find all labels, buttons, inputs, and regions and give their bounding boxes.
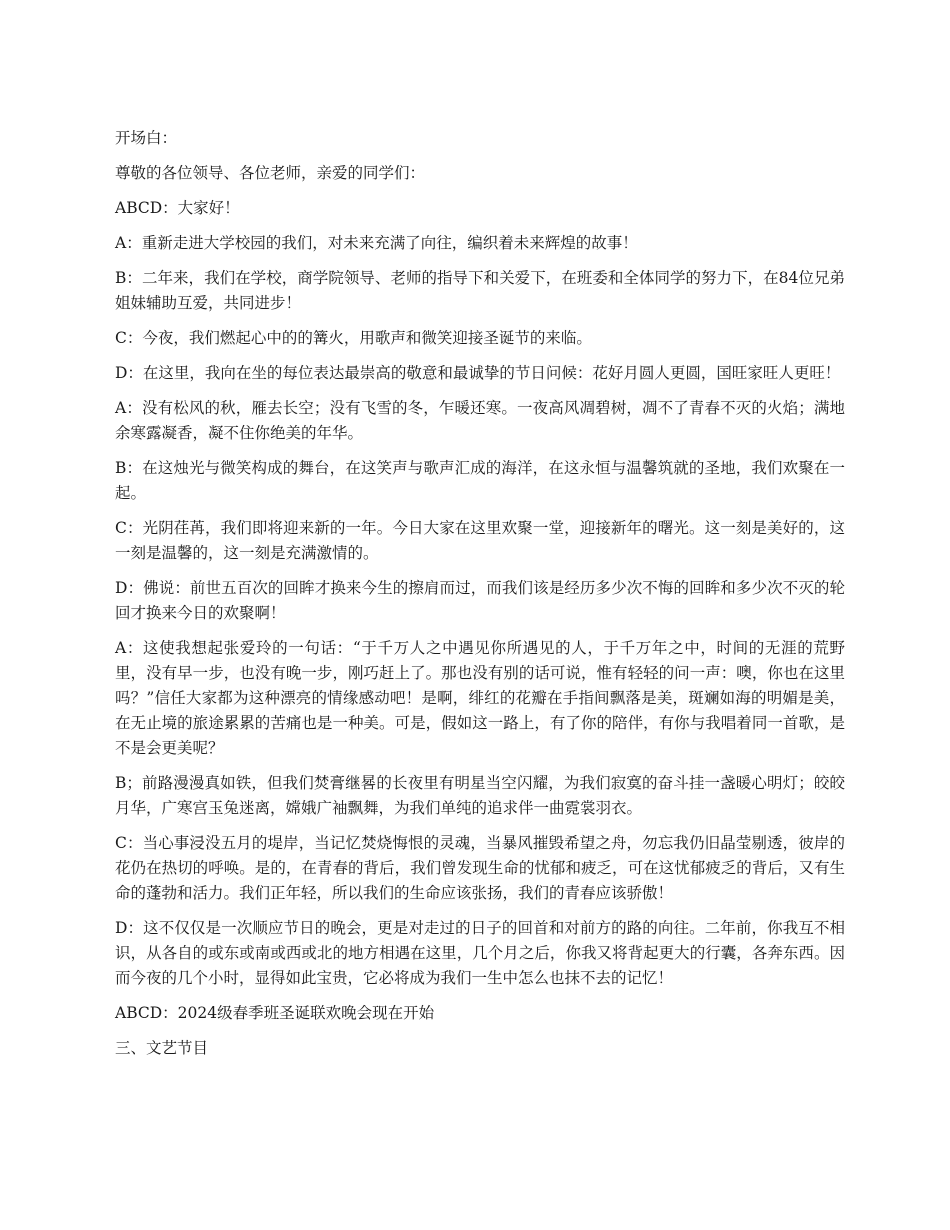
section-heading: 三、文艺节目 — [115, 1039, 209, 1057]
paragraph-opening-heading: 开场白： — [115, 129, 178, 147]
paragraph-b-2: B：在这烛光与微笑构成的舞台，在这笑声与歌声汇成的海洋，在这永恒与温馨筑就的圣地，我们欢聚在一起。 — [115, 459, 845, 502]
paragraph-c-3: C：当心事浸没五月的堤岸，当记忆焚烧悔恨的灵魂，当暴风摧毁希望之舟，勿忘我仍旧晶莹剔透，彼岸的花仍在热切的呼唤。是的，在青春的背后，我们曾发现生命的忧郁和疲乏，可在这忧郁疲乏的背后，又有生命的蓬勃和活力。我们正年轻，所以我们的生命应该张扬，我们的青春应该骄傲！ — [115, 834, 845, 902]
paragraph-c-2: C：光阴荏苒，我们即将迎来新的一年。今日大家在这里欢聚一堂，迎接新年的曙光。这一刻是美好的，这一刻是温馨的，这一刻是充满激情的。 — [115, 519, 845, 562]
paragraph-b-3: B；前路漫漫真如铁，但我们焚膏继晷的长夜里有明星当空闪耀，为我们寂寞的奋斗挂一盏暖心明灯；皎皎月华，广寒宫玉兔迷离，嫦娥广袖飘舞，为我们单纯的追求伴一曲霓裳羽衣。 — [115, 774, 845, 817]
paragraph-d-2: D：佛说：前世五百次的回眸才换来今生的擦肩而过，而我们该是经历多少次不悔的回眸和多少次不灭的轮回才换来今日的欢聚啊！ — [115, 579, 845, 622]
paragraph-greeting: ABCD：大家好！ — [115, 199, 240, 217]
paragraph-salutation: 尊敬的各位领导、各位老师，亲爱的同学们： — [115, 164, 426, 182]
paragraph-a-2: A：没有松风的秋，雁去长空；没有飞雪的冬，乍暖还寒。一夜高风凋碧树，凋不了青春不灭的火焰；满地余寒露凝香，凝不住你绝美的年华。 — [115, 399, 845, 442]
paragraph-announcement: ABCD：2024级春季班圣诞联欢晚会现在开始 — [115, 1004, 435, 1022]
paragraph-c-1: C：今夜，我们燃起心中的的篝火，用歌声和微笑迎接圣诞节的来临。 — [115, 329, 592, 347]
document-body — [115, 126, 845, 1071]
paragraph-d-1: D：在这里，我向在坐的每位表达最崇高的敬意和最诚挚的节日问候：花好月圆人更圆，国旺家旺人更旺！ — [115, 364, 841, 382]
paragraph-a-1: A：重新走进大学校园的我们，对未来充满了向往，编织着未来辉煌的故事！ — [115, 234, 638, 252]
paragraph-b-1: B：二年来，我们在学校，商学院领导、老师的指导下和关爱下，在班委和全体同学的努力下，在84位兄弟姐妹辅助互爱，共同进步！ — [115, 269, 845, 312]
paragraph-d-3: D：这不仅仅是一次顺应节日的晚会，更是对走过的日子的回首和对前方的路的向往。二年前，你我互不相识，从各自的或东或南或西或北的地方相遇在这里，几个月之后，你我又将背起更大的行囊，各奔东西。因而今夜的几个小时，显得如此宝贵，它必将成为我们一生中怎么也抹不去的记忆！ — [115, 919, 845, 987]
paragraph-a-3: A：这使我想起张爱玲的一句话：“于千万人之中遇见你所遇见的人，于千万年之中，时间的无涯的荒野里，没有早一步，也没有晚一步，刚巧赶上了。那也没有别的话可说，惟有轻轻的问一声：噢，你也在这里吗？”信任大家都为这种漂亮的情缘感动吧！是啊，绯红的花瓣在手指间飘落是美，斑斓如海的明媚是美，在无止境的旅途累累的苦痛也是一种美。可是，假如这一路上，有了你的陪伴，有你与我唱着同一首歌，是不是会更美呢？ — [115, 639, 845, 757]
